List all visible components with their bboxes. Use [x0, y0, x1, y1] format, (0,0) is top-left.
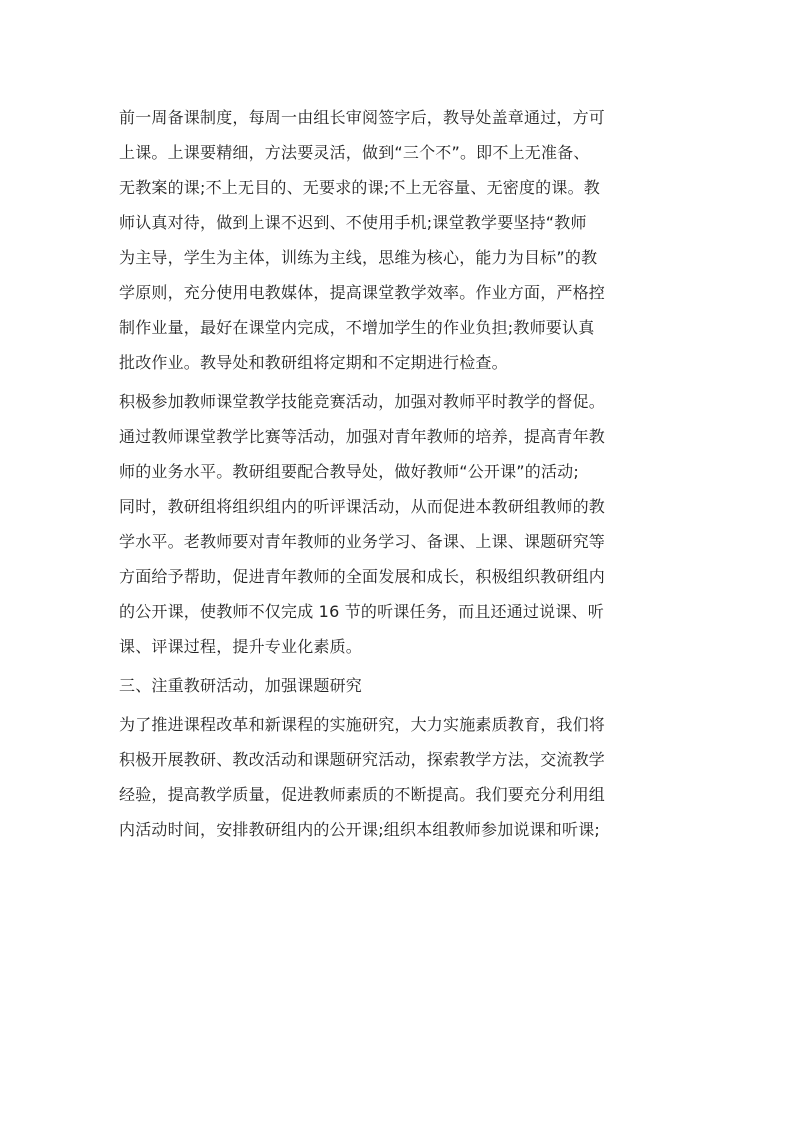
text-line: 无教案的课;不上无目的、无要求的课;不上无容量、无密度的课。教: [119, 178, 600, 197]
text-line: 同时，教研组将组织组内的听评课活动，从而促进本教研组教师的教: [119, 497, 606, 516]
text-line: 积极开展教研、教改活动和课题研究活动，探索教学方法，交流教学: [119, 750, 606, 769]
text-line: 上课。上课要精细，方法要灵活，做到“三个不”。即不上无准备、: [119, 143, 590, 162]
text-line: 课、评课过程，提升专业化素质。: [119, 637, 363, 656]
text-line: 的公开课，使教师不仅完成 16 节的听课任务，而且还通过说课、听: [119, 602, 604, 621]
text-line: 师认真对待，做到上课不迟到、不使用手机;课堂教学要坚持“教师: [119, 213, 587, 232]
text-line: 内活动时间，安排教研组内的公开课;组织本组教师参加说课和听课;: [119, 820, 600, 839]
text-line: 制作业量，最好在课堂内完成，不增加学生的作业负担;教师要认真: [119, 318, 595, 337]
section-heading-text: 三、注重教研活动，加强课题研究: [119, 676, 363, 695]
text-line: 前一周备课制度，每周一由组长审阅签字后，教导处盖章通过，方可: [119, 108, 606, 127]
text-line: 经验，提高教学质量，促进教师素质的不断提高。我们要充分利用组: [119, 785, 606, 804]
paragraph-teaching-competition: [119, 384, 689, 664]
text-line: 批改作业。教导处和教研组将定期和不定期进行检查。: [119, 353, 508, 372]
text-line: 学水平。老教师要对青年教师的业务学习、备课、上课、课题研究等: [119, 532, 606, 551]
document-body: [119, 100, 689, 851]
text-line: 师的业务水平。教研组要配合教导处，做好教师“公开课”的活动;: [119, 462, 579, 481]
text-line: 为了推进课程改革和新课程的实施研究，大力实施素质教育，我们将: [119, 715, 606, 734]
text-line: 为主导，学生为主体，训练为主线，思维为核心，能力为目标”的教: [119, 248, 598, 267]
text-line: 积极参加教师课堂教学技能竞赛活动，加强对教师平时教学的督促。: [119, 392, 606, 411]
text-line: 通过教师课堂教学比赛等活动，加强对青年教师的培养，提高青年教: [119, 427, 606, 446]
section-heading: [119, 668, 689, 703]
text-line: 学原则，充分使用电教媒体，提高课堂教学效率。作业方面，严格控: [119, 283, 606, 302]
paragraph-research-activities: [119, 707, 689, 847]
text-line: 方面给予帮助，促进青年教师的全面发展和成长，积极组织教研组内: [119, 567, 606, 586]
paragraph-lesson-preparation: [119, 100, 689, 380]
